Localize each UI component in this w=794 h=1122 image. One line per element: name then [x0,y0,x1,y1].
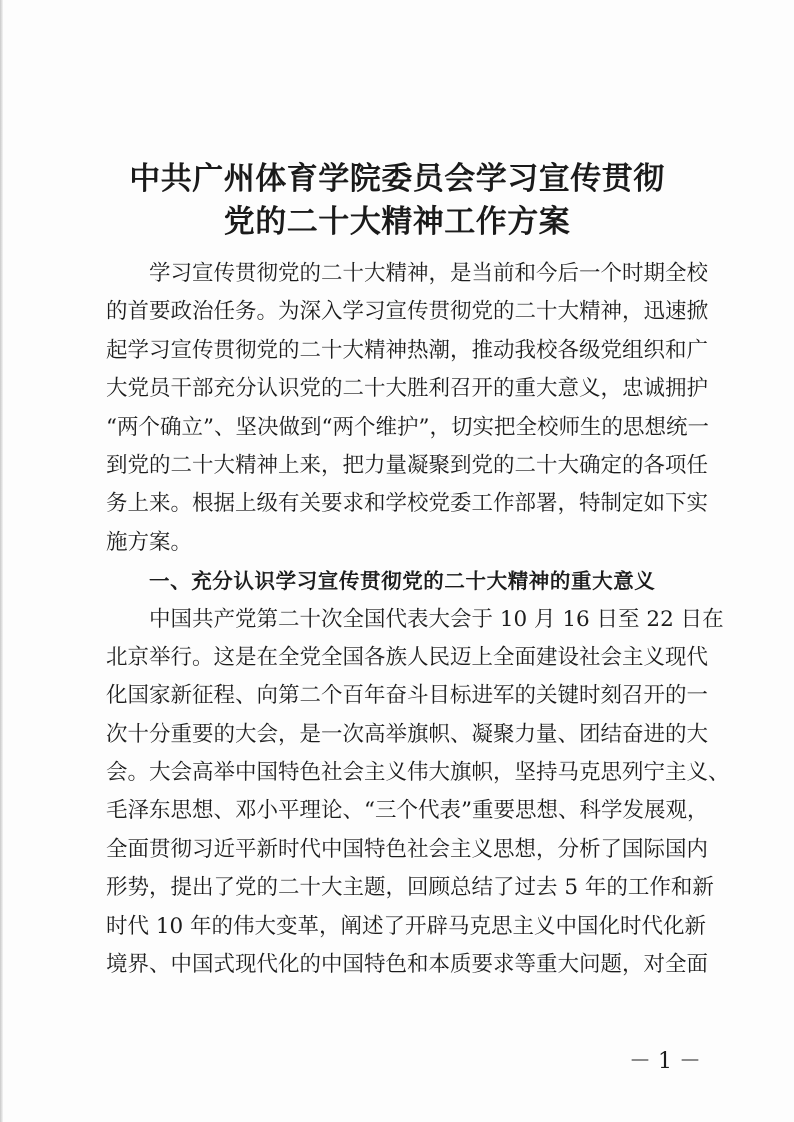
paragraph-2-line: 境界、中国式现代化的中国特色和本质要求等重大问题，对全面 [106,952,709,978]
paragraph-1-line: 学习宣传贯彻党的二十大精神，是当前和今后一个时期全校 [149,261,709,286]
paragraph-1-line: 务上来。根据上级有关要求和学校党委工作部署，特制定如下实 [106,491,709,517]
paragraph-1-line: 到党的二十大精神上来，把力量凝聚到党的二十大确定的各项任 [106,452,709,478]
paragraph-1-line: “两个确立”、坚决做到“两个维护”，切实把全校师生的思想统一 [106,414,709,440]
paragraph-2-line: 时代 10 年的伟大变革，阐述了开辟马克思主义中国化时代化新 [106,913,707,939]
paragraph-2-line: 形势，提出了党的二十大主题，回顾总结了过去 5 年的工作和新 [106,875,714,901]
paragraph-1-line: 大党员干部充分认识党的二十大胜利召开的重大意义，忠诚拥护 [106,376,709,402]
document-body [106,255,730,984]
document-title-line-1: 中共广州体育学院委员会学习宣传贯彻 [129,161,665,197]
scan-edge-shadow [0,0,3,1122]
document-title-line-2: 党的二十大精神工作方案 [223,204,571,240]
section-heading-1: 一、充分认识学习宣传贯彻党的二十大精神的重大意义 [149,569,656,594]
paragraph-2-line: 化国家新征程、向第二个百年奋斗目标进军的关键时刻召开的一 [106,683,709,709]
paragraph-1-line: 施方案。 [106,529,193,555]
paragraph-2-line: 会。大会高举中国特色社会主义伟大旗帜，坚持马克思列宁主义、 [106,760,730,786]
page-number: － 1 － [629,1049,701,1074]
paragraph-2-line: 北京举行。这是在全党全国各族人民迈上全面建设社会主义现代 [106,644,709,670]
paragraph-2-line: 毛泽东思想、邓小平理论、“三个代表”重要思想、科学发展观， [106,798,709,824]
paragraph-1-line: 起学习宣传贯彻党的二十大精神热潮，推动我校各级党组织和广 [106,337,709,363]
paragraph-2-line: 全面贯彻习近平新时代中国特色社会主义思想，分析了国际国内 [106,836,709,862]
paragraph-2-line: 中国共产党第二十次全国代表大会于 10 月 16 日至 22 日在 [149,606,724,632]
paragraph-2-line: 次十分重要的大会，是一次高举旗帜、凝聚力量、团结奋进的大 [106,721,709,747]
paragraph-1-line: 的首要政治任务。为深入学习宣传贯彻党的二十大精神，迅速掀 [106,299,709,325]
